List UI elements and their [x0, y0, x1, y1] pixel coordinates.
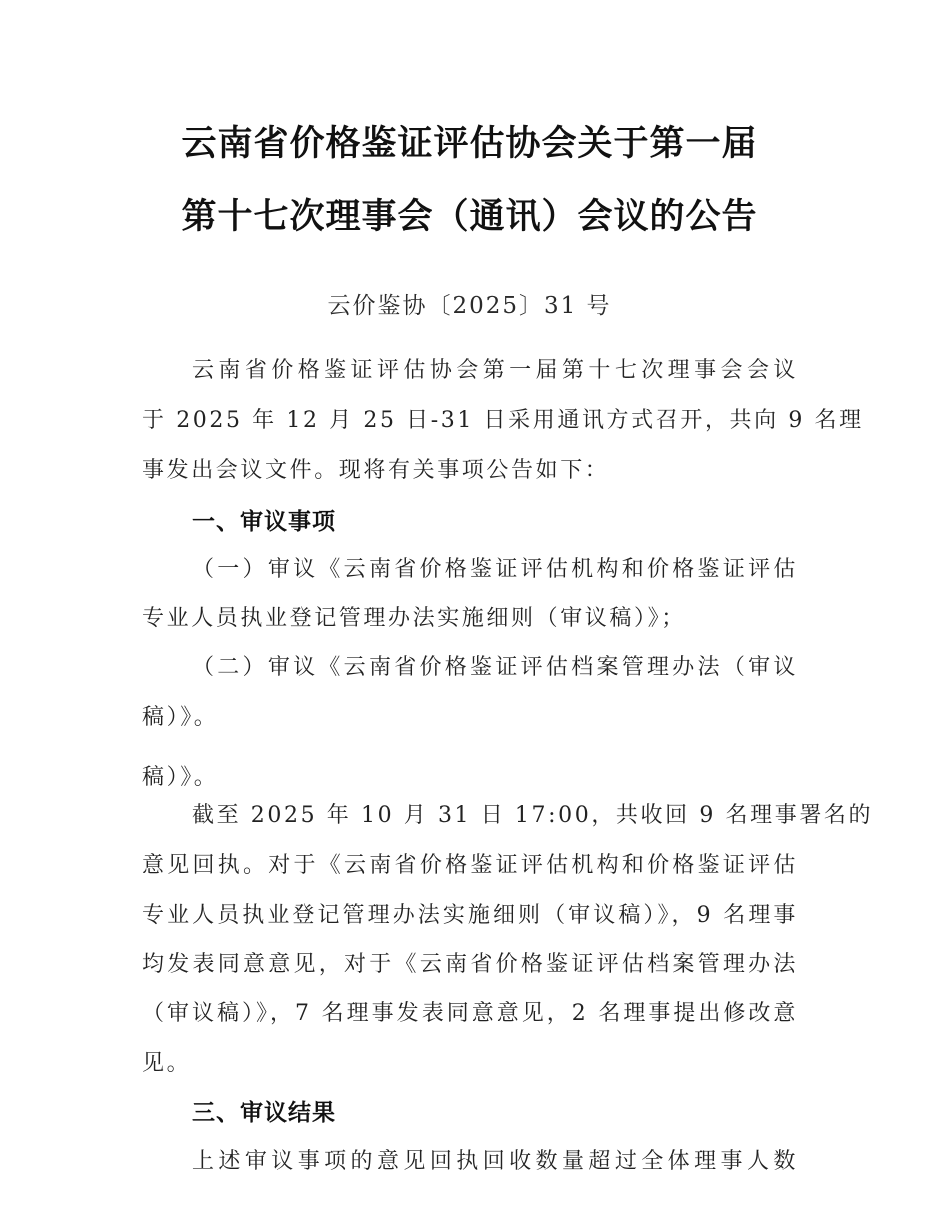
result-paragraph-line: 均发表同意意见，对于《云南省价格鉴证评估档案管理办法: [142, 952, 798, 977]
conclusion-line: 上述审议事项的意见回执回收数量超过全体理事人数: [192, 1149, 798, 1174]
document-title-line-2: 第十七次理事会（通讯）会议的公告: [181, 197, 758, 237]
result-paragraph-line: 截至 2025 年 10 月 31 日 17:00，共收回 9 名理事署名的: [192, 803, 874, 828]
review-item-2-line: 稿）》。: [142, 705, 219, 730]
section-heading-review-items: 一、审议事项: [192, 509, 336, 535]
review-item-1-line: （一）审议《云南省价格鉴证评估机构和价格鉴证评估: [192, 557, 798, 582]
review-item-2-repeat: 稿）》。: [142, 765, 219, 790]
review-item-1-line: 专业人员执业登记管理办法实施细则（审议稿）》；: [142, 606, 686, 631]
intro-line: 云南省价格鉴证评估协会第一届第十七次理事会会议: [192, 358, 798, 383]
document-number: 云价鉴协〔2025〕31 号: [327, 293, 612, 319]
section-heading-review-results: 三、审议结果: [192, 1100, 336, 1126]
review-item-2-line: （二）审议《云南省价格鉴证评估档案管理办法（审议: [192, 655, 798, 680]
result-paragraph-line: 见。: [142, 1051, 192, 1076]
intro-line: 事发出会议文件。现将有关事项公告如下：: [142, 458, 610, 483]
intro-line: 于 2025 年 12 月 25 日-31 日采用通讯方式召开，共向 9 名理: [142, 408, 864, 433]
result-paragraph-line: 专业人员执业登记管理办法实施细则（审议稿）》，9 名理事: [142, 903, 798, 928]
document-title-line-1: 云南省价格鉴证评估协会关于第一届: [181, 124, 758, 164]
result-paragraph-line: （审议稿）》，7 名理事发表同意意见，2 名理事提出修改意: [142, 1001, 798, 1026]
result-paragraph-line: 意见回执。对于《云南省价格鉴证评估机构和价格鉴证评估: [142, 853, 798, 878]
